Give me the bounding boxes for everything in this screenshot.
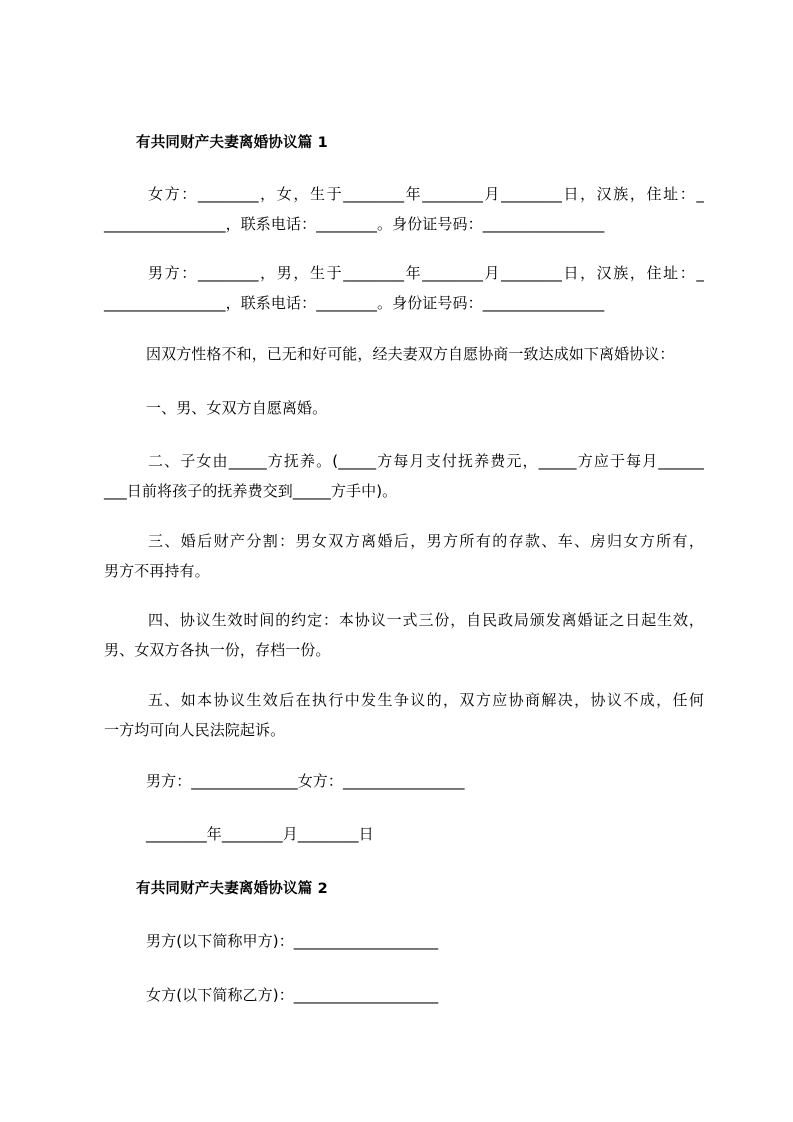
- male-info-line-2: ________________，联系电话：________。身份证号码：________________: [104, 294, 605, 312]
- male-party-line: 男方(以下简称甲方)：___________________: [146, 932, 439, 950]
- intro-paragraph: 因双方性格不和，已无和好可能，经夫妻双方自愿协商一致达成如下离婚协议：: [146, 345, 675, 363]
- female-party-line: 女方(以下简称乙方)：___________________: [146, 986, 439, 1004]
- male-info-line-1: 男方：________，男，生于________年________月________日，汉族，住址：_: [148, 264, 704, 282]
- female-info-line-1: 女方：________，女，生于________年________月________日，汉族，住址：_: [148, 185, 704, 203]
- clause-2-line-1: 二、子女由_____方抚养。(_____方每月支付抚养费元，_____方应于每月______: [148, 452, 704, 470]
- clause-5-line-1: 五、如本协议生效后在执行中发生争议的，双方应协商解决，协议不成，任何: [148, 691, 704, 709]
- signature-line: 男方：______________女方：________________: [146, 772, 465, 790]
- clause-4: [104, 605, 704, 665]
- date-line: ________年________月________日: [146, 825, 374, 843]
- clause-5-line-2: 一方均可向人民法院起诉。: [104, 721, 286, 739]
- clause-2: [104, 446, 704, 506]
- clause-4-line-1: 四、协议生效时间的约定：本协议一式三份，自民政局颁发离婚证之日起生效，: [148, 611, 704, 629]
- clause-3: [104, 526, 704, 586]
- clause-3-line-2: 男方不再持有。: [104, 562, 210, 580]
- clause-4-line-2: 男、女双方各执一份，存档一份。: [104, 641, 331, 659]
- section-1-title: 有共同财产夫妻离婚协议篇 1: [136, 135, 328, 151]
- clause-1: 一、男、女双方自愿离婚。: [146, 399, 328, 417]
- female-info-paragraph: [104, 179, 704, 239]
- male-info-paragraph: [104, 258, 704, 318]
- clause-5: [104, 685, 704, 745]
- clause-3-line-1: 三、婚后财产分割：男女双方离婚后，男方所有的存款、车、房归女方所有，: [148, 532, 704, 550]
- section-2-title: 有共同财产夫妻离婚协议篇 2: [136, 881, 328, 897]
- clause-2-line-2: ___日前将孩子的抚养费交到_____方手中)。: [104, 482, 398, 500]
- female-info-line-2: ________________，联系电话：________。身份证号码：________________: [104, 215, 605, 233]
